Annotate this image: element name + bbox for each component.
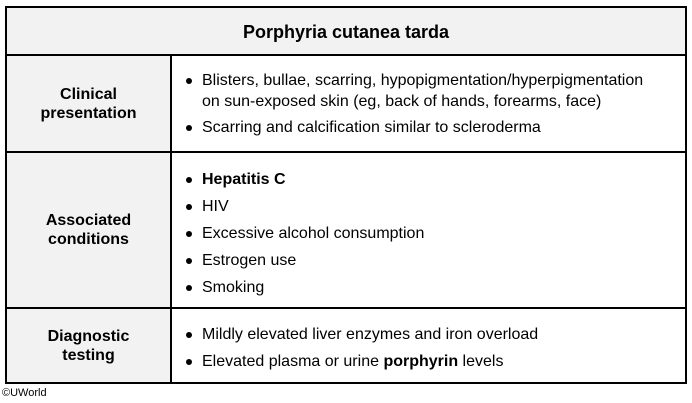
row-heading-line: testing bbox=[62, 346, 115, 364]
list-item bbox=[172, 351, 685, 372]
list-item-text: Estrogen use bbox=[202, 252, 297, 269]
porphyria-table bbox=[5, 6, 687, 384]
row-heading-diagnostic-testing bbox=[7, 309, 172, 382]
row-heading-line: presentation bbox=[40, 104, 137, 122]
row-heading-clinical-presentation bbox=[7, 56, 172, 151]
list-item bbox=[172, 169, 685, 190]
copyright-notice: ©UWorld bbox=[2, 387, 47, 399]
bullet-list bbox=[172, 324, 685, 372]
row-body-diagnostic-testing bbox=[172, 309, 685, 382]
list-item bbox=[172, 223, 685, 244]
table-title-row bbox=[7, 8, 685, 56]
row-heading-associated-conditions bbox=[7, 153, 172, 307]
list-item-bold-text: porphyrin bbox=[383, 353, 459, 370]
list-item-text: Excessive alcohol consumption bbox=[202, 225, 425, 242]
list-item bbox=[172, 117, 685, 138]
bullet-list bbox=[172, 70, 685, 138]
list-item-text: Mildly elevated liver enzymes and iron overload bbox=[202, 326, 539, 343]
list-item-text: Hepatitis C bbox=[202, 171, 286, 188]
list-item bbox=[172, 250, 685, 271]
row-diagnostic-testing bbox=[7, 309, 685, 382]
list-item-text: levels bbox=[458, 353, 504, 370]
list-item-text: HIV bbox=[202, 198, 229, 215]
row-heading-line: Clinical bbox=[60, 85, 117, 103]
list-item-text: Smoking bbox=[202, 279, 265, 296]
list-item-text: Elevated plasma or urine bbox=[202, 353, 384, 370]
list-item-text: Scarring and calcification similar to scleroderma bbox=[202, 119, 541, 136]
row-heading-line: Diagnostic bbox=[47, 327, 130, 345]
row-body-associated-conditions bbox=[172, 153, 685, 307]
row-heading-line: conditions bbox=[48, 231, 129, 248]
list-item bbox=[172, 70, 685, 112]
list-item bbox=[172, 277, 685, 298]
list-item-text: on sun-exposed skin (eg, back of hands, forearms, face) bbox=[202, 93, 602, 110]
list-item-text: Blisters, bullae, scarring, hypopigmentation/hyperpigmentation bbox=[202, 72, 644, 89]
row-body-clinical-presentation bbox=[172, 56, 685, 151]
row-heading-line: Associated bbox=[45, 212, 132, 229]
table-title: Porphyria cutanea tarda bbox=[242, 21, 450, 42]
row-associated-conditions bbox=[7, 153, 685, 309]
list-item bbox=[172, 324, 685, 345]
bullet-list bbox=[172, 169, 685, 298]
row-clinical-presentation bbox=[7, 56, 685, 153]
list-item bbox=[172, 196, 685, 217]
